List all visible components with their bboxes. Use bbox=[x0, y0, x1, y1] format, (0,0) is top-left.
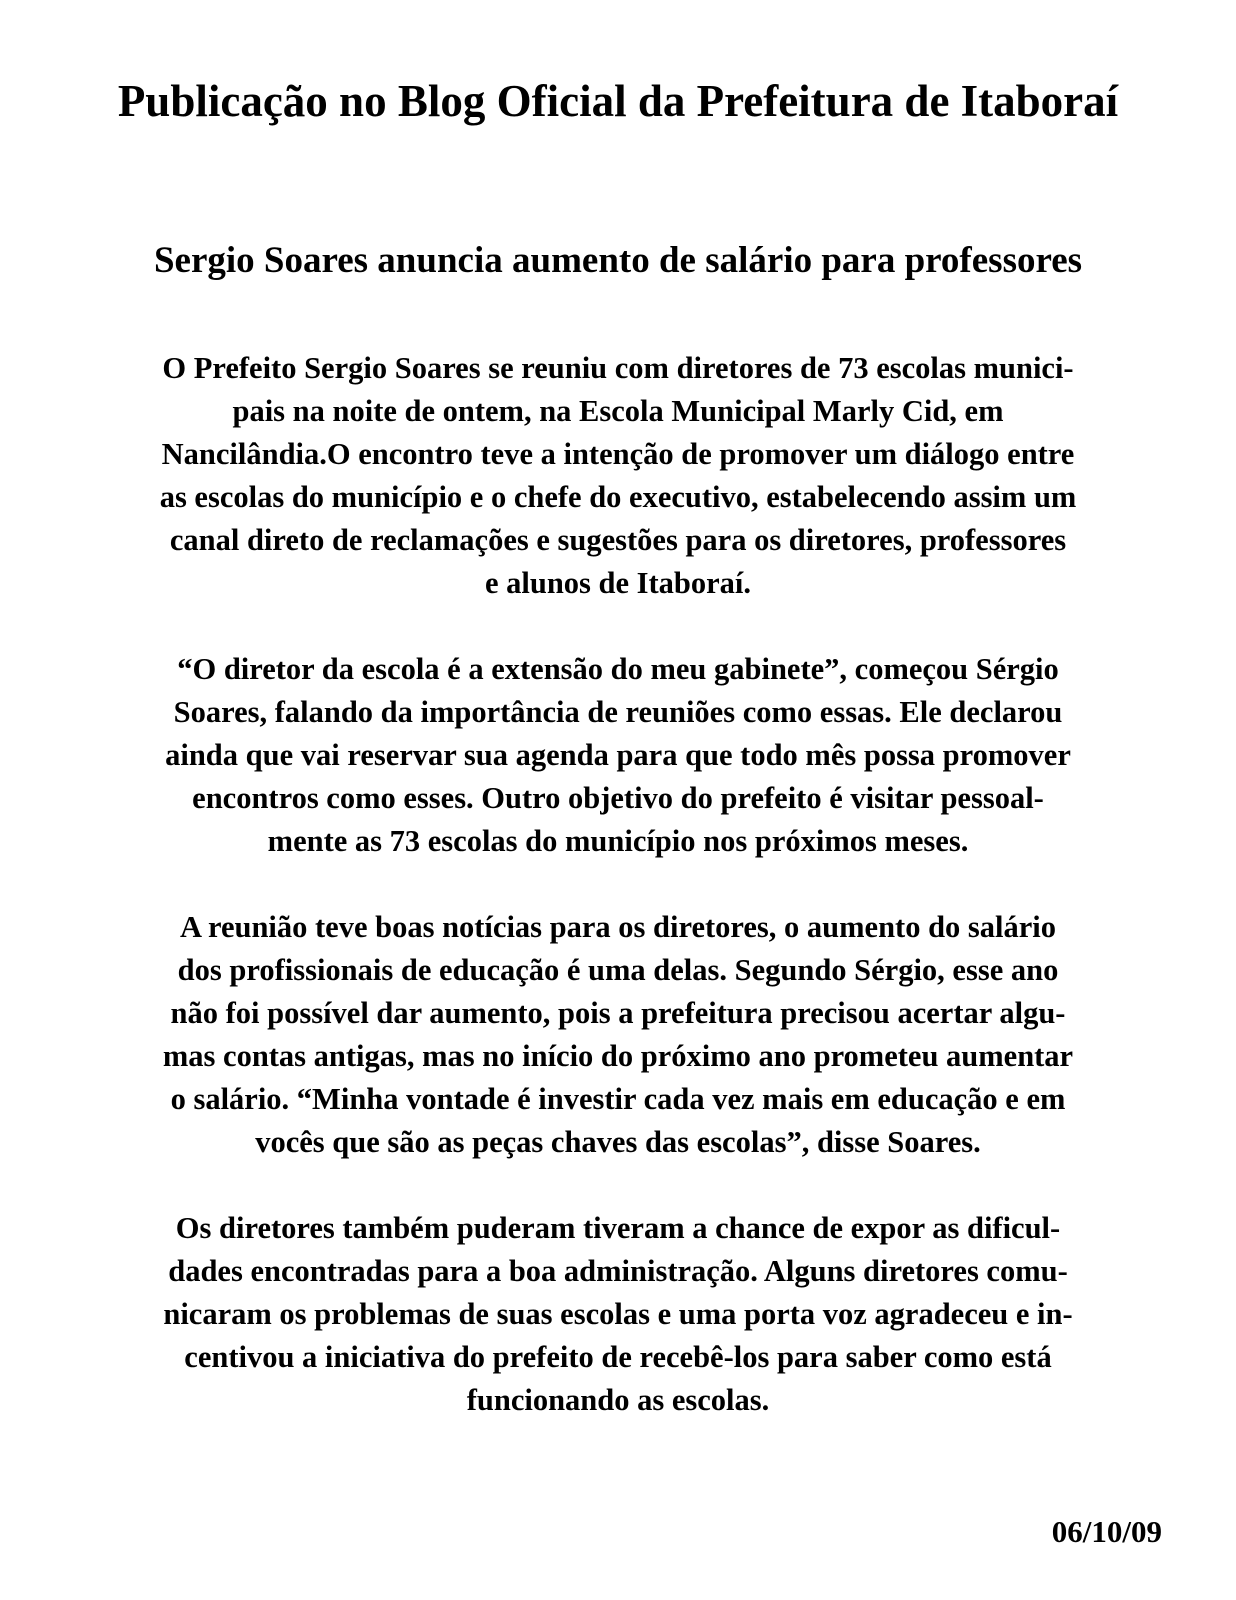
paragraph-line: canal direto de reclamações e sugestões para os diretores, professores bbox=[169, 523, 1067, 557]
paragraph-line: mente as 73 escolas do município nos próximos meses. bbox=[267, 824, 969, 858]
article-paragraph bbox=[0, 1207, 1236, 1422]
paragraph-line: ainda que vai reservar sua agenda para que todo mês possa promover bbox=[165, 738, 1071, 772]
paragraph-line: dades encontradas para a boa administração. Alguns diretores comu- bbox=[168, 1254, 1068, 1288]
publication-date: 06/10/09 bbox=[1051, 1514, 1162, 1549]
paragraph-line: dos profissionais de educação é uma delas. Segundo Sérgio, esse ano bbox=[177, 953, 1059, 987]
paragraph-line: vocês que são as peças chaves das escolas”, disse Soares. bbox=[255, 1125, 981, 1159]
paragraph-line: encontros como esses. Outro objetivo do prefeito é visitar pessoal- bbox=[192, 781, 1044, 815]
paragraph-line: pais na noite de ontem, na Escola Municipal Marly Cid, em bbox=[232, 394, 1004, 428]
page-title: Publicação no Blog Oficial da Prefeitura de Itaboraí bbox=[117, 76, 1119, 126]
paragraph-line: Soares, falando da importância de reuniões como essas. Ele declarou bbox=[173, 695, 1063, 729]
paragraph-line: o salário. “Minha vontade é investir cada vez mais em educação e em bbox=[170, 1082, 1066, 1116]
paragraph-line: “O diretor da escola é a extensão do meu gabinete”, começou Sérgio bbox=[177, 652, 1059, 686]
article-paragraph bbox=[0, 906, 1236, 1164]
paragraph-line: O Prefeito Sergio Soares se reuniu com diretores de 73 escolas munici- bbox=[162, 351, 1074, 385]
paragraph-line: e alunos de Itaboraí. bbox=[484, 566, 752, 600]
paragraph-line: A reunião teve boas notícias para os diretores, o aumento do salário bbox=[179, 910, 1057, 944]
article-paragraph bbox=[0, 648, 1236, 863]
paragraph-line: funcionando as escolas. bbox=[466, 1383, 770, 1417]
article-title: Sergio Soares anuncia aumento de salário para professores bbox=[153, 240, 1083, 281]
paragraph-line: Os diretores também puderam tiveram a chance de expor as dificul- bbox=[175, 1211, 1061, 1245]
paragraph-line: nicaram os problemas de suas escolas e uma porta voz agradeceu e in- bbox=[163, 1297, 1073, 1331]
paragraph-line: Nancilândia.O encontro teve a intenção de promover um diálogo entre bbox=[161, 437, 1075, 471]
paragraph-line: centivou a iniciativa do prefeito de recebê-los para saber como está bbox=[184, 1340, 1052, 1374]
paragraph-line: não foi possível dar aumento, pois a prefeitura precisou acertar algu- bbox=[170, 996, 1066, 1030]
paragraph-line: as escolas do município e o chefe do executivo, estabelecendo assim um bbox=[159, 480, 1077, 514]
article-body bbox=[0, 347, 1236, 1465]
paragraph-line: mas contas antigas, mas no início do próximo ano prometeu aumentar bbox=[162, 1039, 1074, 1073]
article-paragraph bbox=[0, 347, 1236, 605]
